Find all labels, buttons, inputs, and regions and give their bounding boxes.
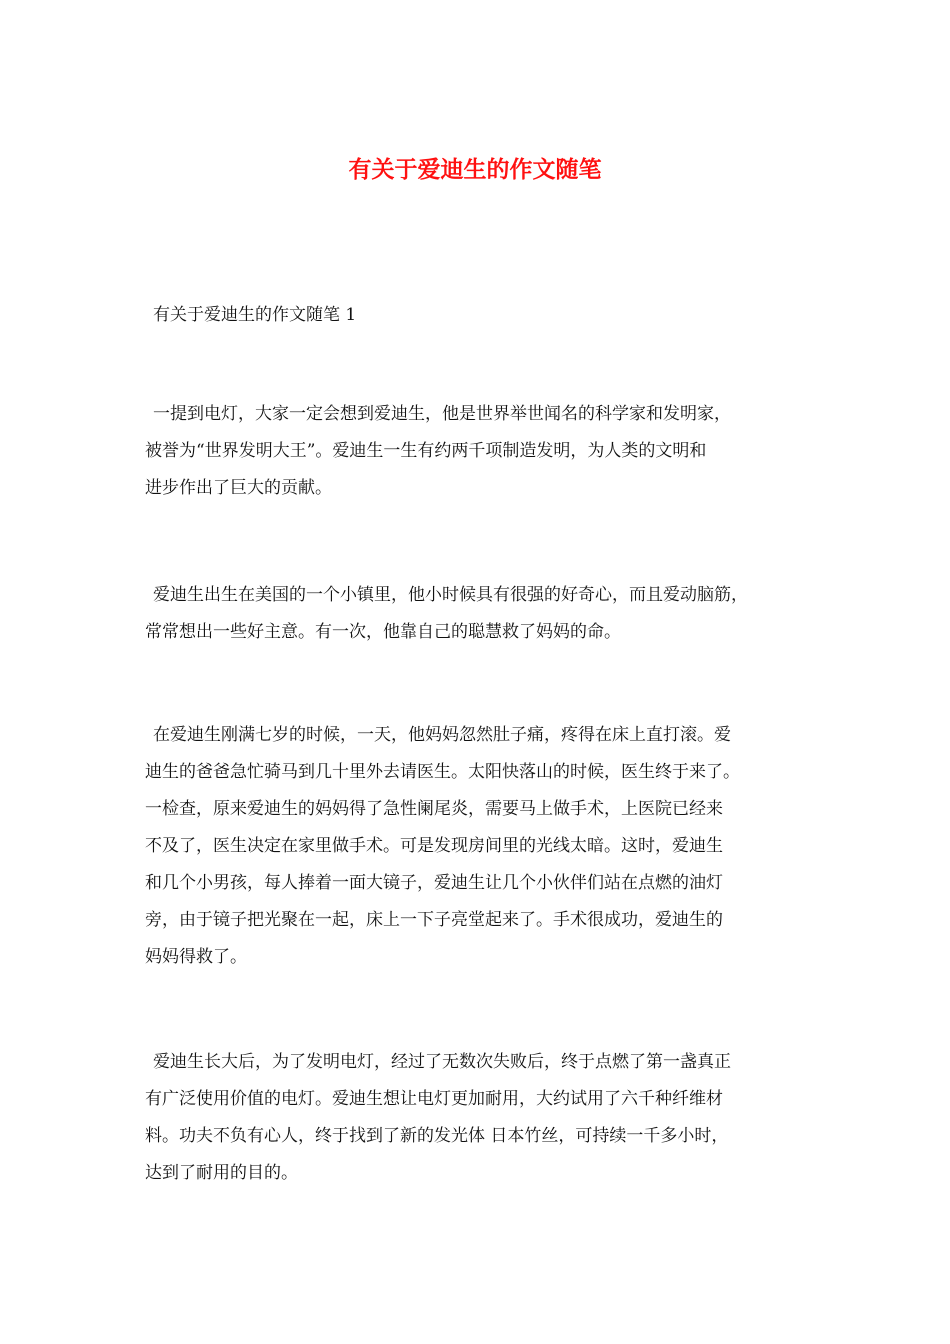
document-title: 有关于爱迪生的作文随笔 [348, 156, 602, 183]
paragraph-line: 爱迪生出生在美国的一个小镇里，他小时候具有很强的好奇心，而且爱动脑筋， [153, 585, 748, 605]
paragraph-line: 和几个小男孩，每人捧着一面大镜子，爱迪生让几个小伙伴们站在点燃的油灯 [145, 873, 723, 893]
paragraph-line: 旁，由于镜子把光聚在一起，床上一下子亮堂起来了。手术很成功，爱迪生的 [145, 910, 723, 930]
paragraph-3 [145, 717, 825, 976]
paragraph-line: 迪生的爸爸急忙骑马到几十里外去请医生。太阳快落山的时候，医生终于来了。 [145, 762, 740, 782]
paragraph-4 [145, 1044, 825, 1192]
paragraph-line: 被誉为“世界发明大王”。爱迪生一生有约两千项制造发明，为人类的文明和 [145, 441, 707, 461]
section-heading: 有关于爱迪生的作文随笔 1 [153, 305, 357, 325]
paragraph-line: 一检查，原来爱迪生的妈妈得了急性阑尾炎，需要马上做手术，上医院已经来 [145, 799, 723, 819]
paragraph-1 [145, 396, 825, 507]
paragraph-line: 爱迪生长大后，为了发明电灯，经过了无数次失败后，终于点燃了第一盏真正 [153, 1052, 731, 1072]
paragraph-line: 妈妈得救了。 [145, 947, 247, 967]
paragraph-line: 一提到电灯，大家一定会想到爱迪生，他是世界举世闻名的科学家和发明家， [153, 404, 731, 424]
paragraph-line: 常常想出一些好主意。有一次，他靠自己的聪慧救了妈妈的命。 [145, 622, 621, 642]
paragraph-line: 料。功夫不负有心人，终于找到了新的发光体 日本竹丝，可持续一千多小时， [145, 1126, 729, 1146]
paragraph-line: 进步作出了巨大的贡献。 [145, 478, 332, 498]
paragraph-line: 达到了耐用的目的。 [145, 1163, 298, 1183]
paragraph-line: 不及了，医生决定在家里做手术。可是发现房间里的光线太暗。这时，爱迪生 [145, 836, 723, 856]
paragraph-line: 在爱迪生刚满七岁的时候，一天，他妈妈忽然肚子痛，疼得在床上直打滚。爱 [153, 725, 731, 745]
paragraph-line: 有广泛使用价值的电灯。爱迪生想让电灯更加耐用，大约试用了六千种纤维材 [145, 1089, 723, 1109]
paragraph-2 [145, 577, 825, 651]
